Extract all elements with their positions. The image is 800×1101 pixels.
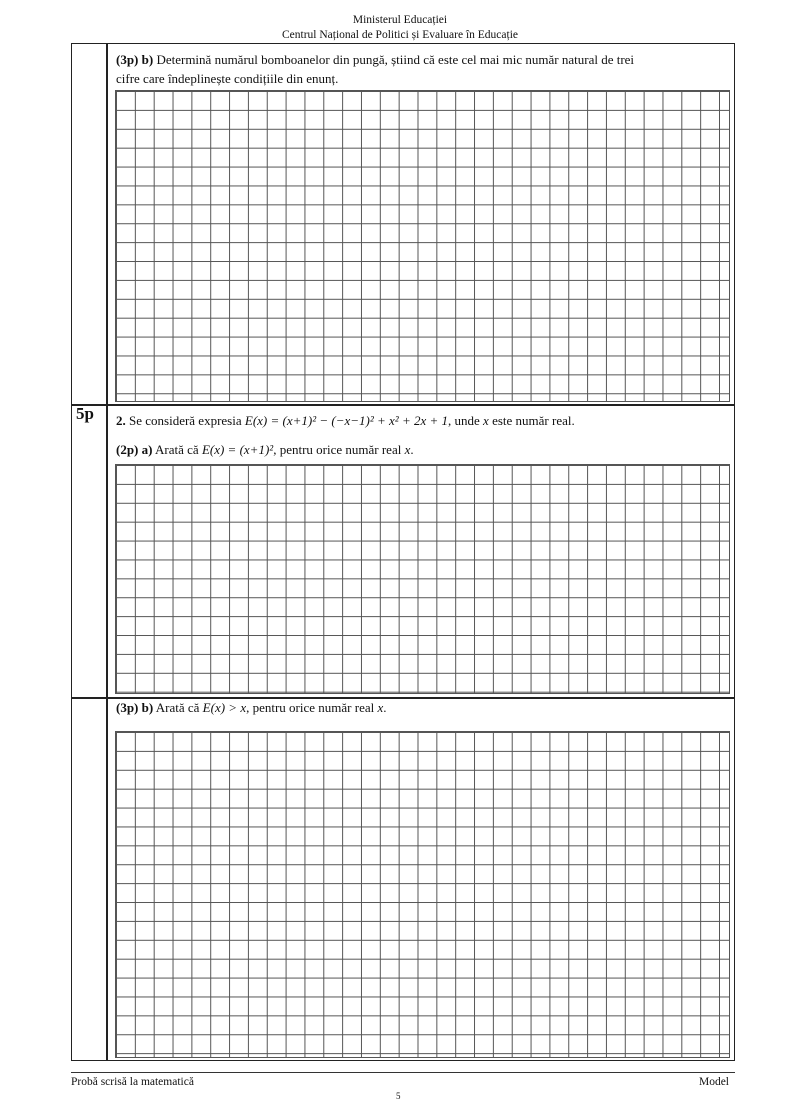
q2a-text: Arată că xyxy=(155,442,199,457)
points-column-divider xyxy=(106,43,108,1061)
q2a-statement xyxy=(116,440,728,459)
q2b-text: Arată că xyxy=(155,700,200,715)
q2b-var: x xyxy=(377,700,384,715)
footer-rule xyxy=(71,1072,735,1073)
q1b-answer-grid[interactable] xyxy=(115,90,730,402)
q2-statement xyxy=(116,411,728,430)
q2a-end: . xyxy=(410,442,414,457)
q2-var: x xyxy=(483,413,489,428)
q2b-tail: , pentru orice număr real xyxy=(246,700,375,715)
q2a-expression: E(x) = (x+1)² xyxy=(201,442,274,457)
q1b-line2: cifre care îndeplinește condițiile din enunț. xyxy=(116,71,339,86)
q1b-text xyxy=(116,50,728,88)
footer-model: Model xyxy=(698,1076,729,1088)
q2b-answer-grid[interactable] xyxy=(115,731,730,1058)
q2-number: 2. xyxy=(116,413,126,428)
q1b-line1: Determină numărul bomboanelor din pungă, știind că este cel mai mic număr natural de trei xyxy=(156,52,635,67)
q2b-expression: E(x) > x xyxy=(202,700,247,715)
q2b-end: . xyxy=(383,700,387,715)
q2-tail: , unde xyxy=(448,413,480,428)
q2b-label: (3p) b) xyxy=(116,700,154,715)
header-ministry: Ministerul Educației xyxy=(352,14,448,26)
section-divider xyxy=(71,404,735,406)
q2b-statement xyxy=(116,698,728,717)
q2-points: 5p xyxy=(76,404,94,423)
q2a-answer-grid[interactable] xyxy=(115,464,730,694)
q2a-var: x xyxy=(404,442,411,457)
q2a-tail: , pentru orice număr real xyxy=(273,442,402,457)
q2a-label: (2p) a) xyxy=(116,442,153,457)
header-center: Centrul Național de Politici și Evaluare în Educație xyxy=(281,29,518,41)
q2-intro: Se consideră expresia xyxy=(129,413,242,428)
footer-exam-title: Probă scrisă la matematică xyxy=(71,1076,194,1088)
q2-expression: E(x) = (x+1)² − (−x−1)² + x² + 2x + 1 xyxy=(244,413,449,428)
page-number: 5 xyxy=(396,1091,401,1101)
q1b-label: (3p) b) xyxy=(116,52,154,67)
q2-tail2: este număr real. xyxy=(492,413,575,428)
